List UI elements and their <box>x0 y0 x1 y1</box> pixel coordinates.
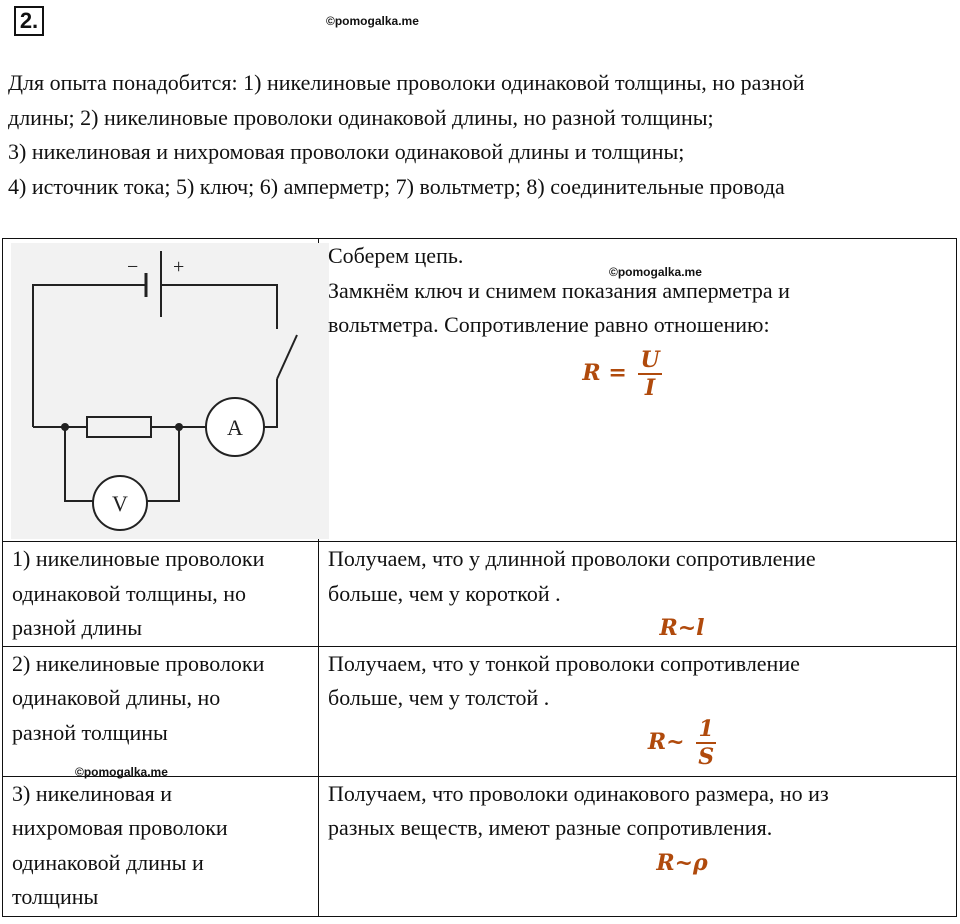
fraction <box>696 716 716 770</box>
ohm-law-formula <box>328 347 956 401</box>
row4-left-line: толщины <box>12 884 99 909</box>
voltmeter-label: V <box>112 491 128 516</box>
watermark-bottom: ©pomogalka.me <box>75 764 168 779</box>
intro-line: 4) источник тока; 5) ключ; 6) амперметр; 7) вольтметр; 8) соединительные провода <box>8 173 785 199</box>
row4-left-line: одинаковой длины и <box>12 849 204 875</box>
row4-condition <box>3 776 319 916</box>
row2-left-line: 1) никелиновые проволоки <box>12 546 265 571</box>
row3-left-line: 2) никелиновые проволоки <box>12 650 265 676</box>
circuit-diagram <box>11 243 329 539</box>
row4-result <box>319 776 957 916</box>
switch-lever <box>277 335 297 379</box>
intro-line: 3) никелиновая и нихромовая проволоки одинаковой длины и толщины; <box>8 139 685 164</box>
watermark-top: ©pomogalka.me <box>326 14 419 28</box>
wire-right <box>264 379 277 427</box>
row2-left-line: разной длины <box>12 615 143 640</box>
intro-paragraph <box>8 66 948 204</box>
circuit-cell <box>3 239 319 542</box>
row3-right-line: больше, чем у толстой . <box>328 685 550 710</box>
row3-left-line: разной толщины <box>12 719 168 745</box>
wire-voltmeter-right <box>147 427 179 501</box>
row4-right-line: Получаем, что проволоки одинакового размера, но из <box>328 780 829 806</box>
intro-line: длины; 2) никелиновые проволоки одинаковой длины, но разной толщины; <box>8 104 714 130</box>
intro-line: Для опыта понадобится: 1) никелиновые проволоки одинаковой толщины, но разной <box>8 70 805 95</box>
row3-result <box>319 646 957 776</box>
row4-right-line: разных веществ, имеют разные сопротивления. <box>328 815 773 840</box>
formula-lhs: R = <box>582 359 627 386</box>
table-row <box>3 646 957 776</box>
fraction-numerator: 1 <box>696 716 716 744</box>
row2-right-line: Получаем, что у длинной проволоки сопротивление <box>328 546 816 571</box>
row1-description <box>319 239 957 542</box>
wire-top-right <box>161 285 277 329</box>
task-number: 2. <box>14 6 44 36</box>
fraction-denominator: S <box>698 743 715 770</box>
length-formula: R~l <box>659 615 705 641</box>
row1-line: Замкнём ключ и снимем показания амперметра и <box>328 277 790 303</box>
row2-condition <box>3 542 319 647</box>
table-row <box>3 239 957 542</box>
row2-right-line: больше, чем у короткой . <box>328 580 561 606</box>
resistor <box>87 417 151 437</box>
row2-left-line: одинаковой толщины, но <box>12 580 247 606</box>
row3-right-line: Получаем, что у тонкой проволоки сопротивление <box>328 650 800 676</box>
table-row <box>3 542 957 647</box>
row1-line: вольтметра. Сопротивление равно отношению: <box>328 312 770 337</box>
row2-result <box>319 542 957 647</box>
table-row <box>3 776 957 916</box>
watermark-table: ©pomogalka.me <box>609 265 702 279</box>
row3-left-line: одинаковой длины, но <box>12 685 221 710</box>
row1-line: Соберем цепь. <box>328 243 464 268</box>
wire-top-left <box>33 285 146 427</box>
experiment-table <box>2 238 957 917</box>
fraction-numerator: U <box>640 346 660 373</box>
resistivity-formula: R~ρ <box>656 849 708 876</box>
battery-plus: + <box>173 256 185 278</box>
ammeter-label: A <box>227 415 243 440</box>
junction-right <box>175 423 183 431</box>
formula-lhs: R~ <box>647 728 685 755</box>
row4-left-line: нихромовая проволоки <box>12 815 228 840</box>
fraction <box>638 347 661 401</box>
area-formula <box>328 716 956 770</box>
row4-left-line: 3) никелиновая и <box>12 780 173 806</box>
fraction-denominator: I <box>644 374 656 401</box>
row3-condition <box>3 646 319 779</box>
wire-voltmeter-left <box>65 427 93 501</box>
junction-left <box>61 423 69 431</box>
battery-minus: − <box>127 256 139 278</box>
